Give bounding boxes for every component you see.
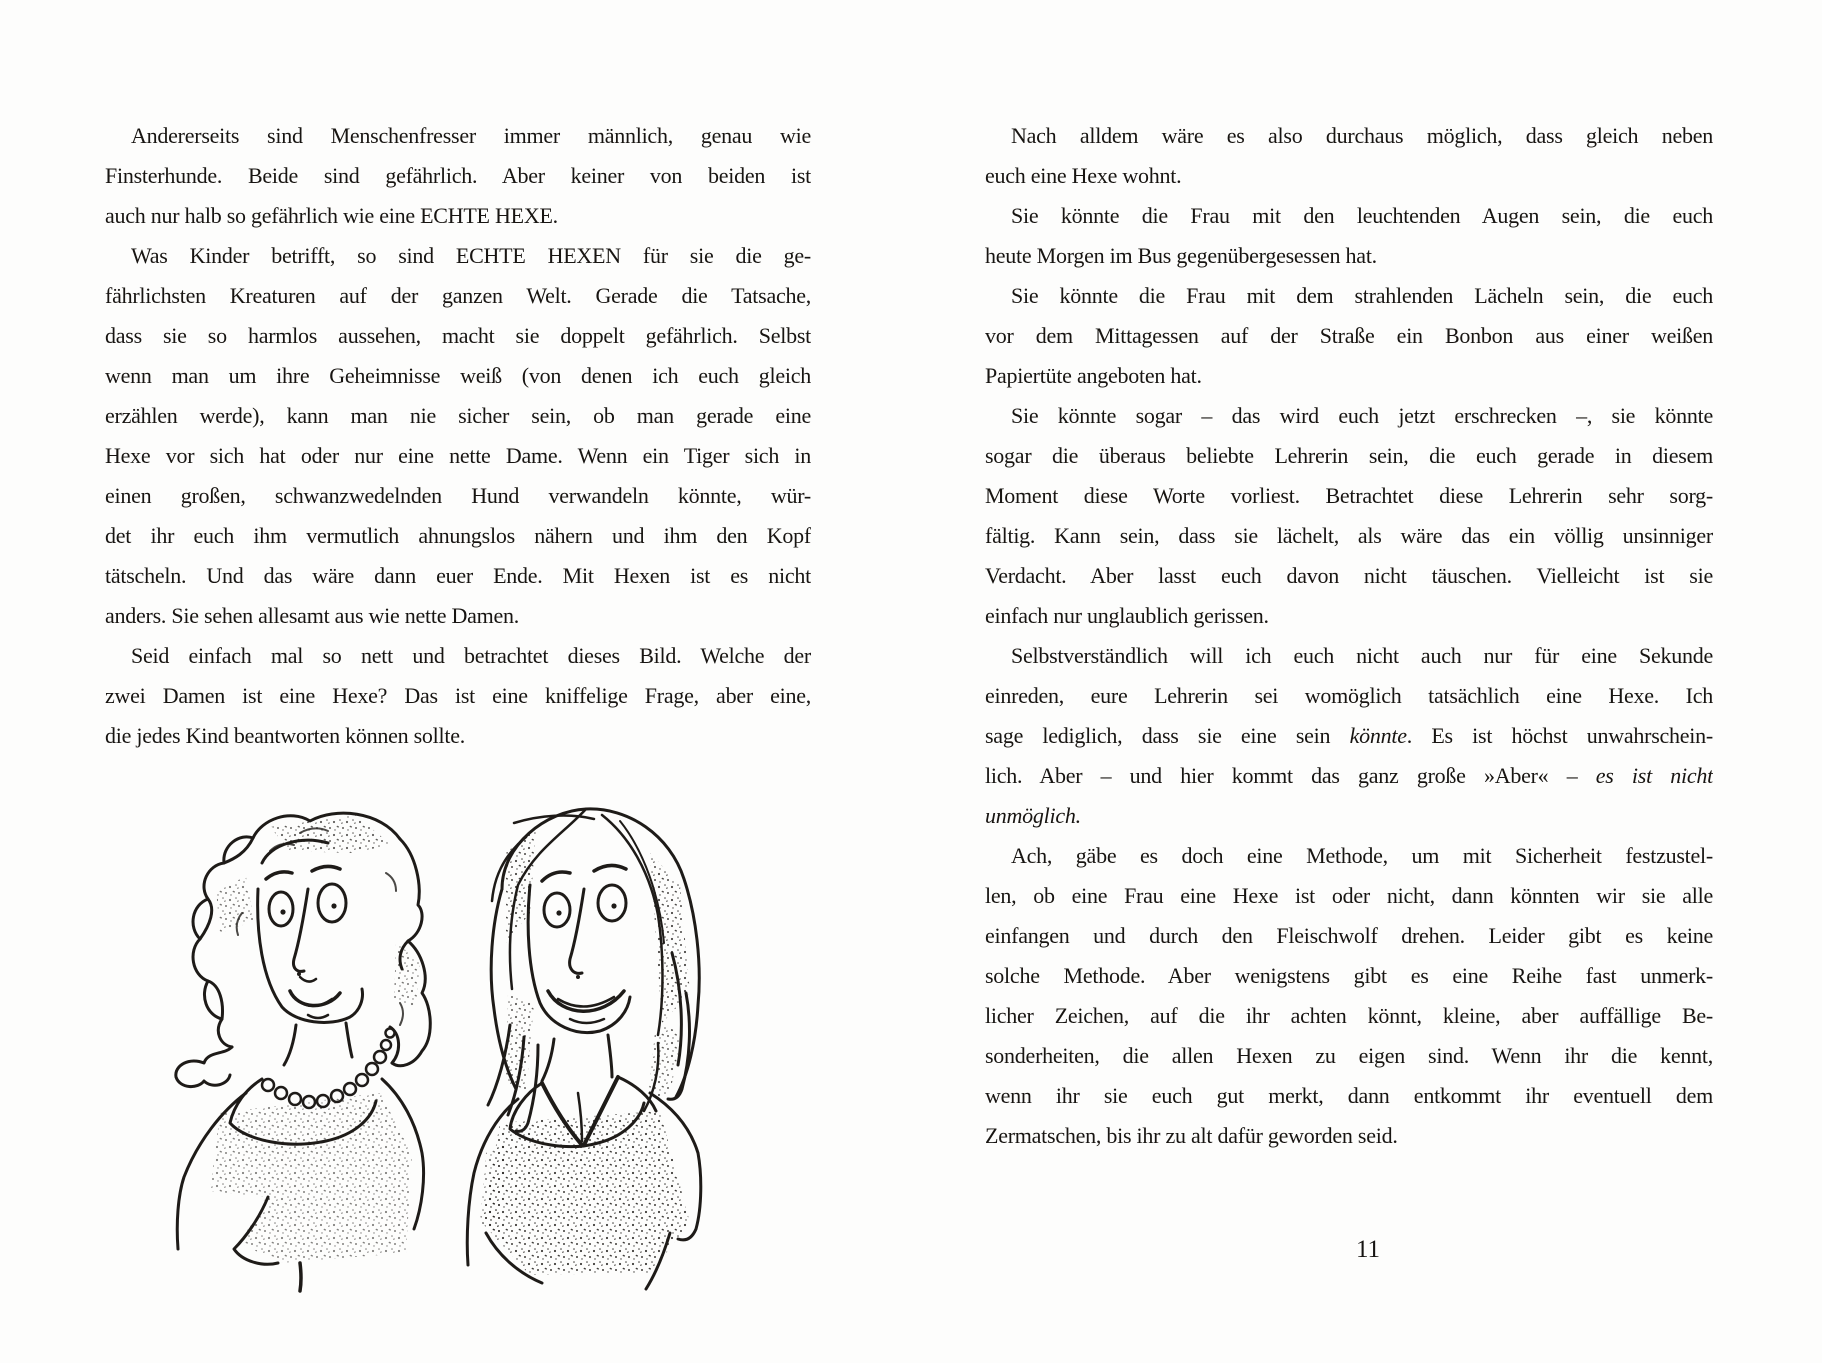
text-segment: Ach, gäbe es doch eine Methode, um mit Sicherheit festzustel-: [1011, 843, 1713, 868]
text-line: [105, 596, 811, 636]
text-segment: licher Zeichen, auf die ihr achten könnt, kleine, aber auffällige Be-: [985, 1003, 1713, 1028]
text-segment: es ist nicht: [1595, 763, 1713, 788]
text-segment: det ihr euch ihm vermutlich ahnungslos nähern und ihm den Kopf: [105, 523, 811, 548]
text-segment: einfach nur unglaublich gerissen.: [985, 603, 1269, 628]
text-line: [105, 396, 811, 436]
text-line: [105, 556, 811, 596]
text-line: [105, 356, 811, 396]
text-segment: Nach alldem wäre es also durchaus möglich, dass gleich neben: [1011, 123, 1713, 148]
text-line: [985, 516, 1713, 556]
text-line: [985, 476, 1713, 516]
text-segment: Selbstverständlich will ich euch nicht auch nur für eine Sekunde: [1011, 643, 1713, 668]
text-segment: fährlichsten Kreaturen auf der ganzen Welt. Gerade die Tatsache,: [105, 283, 811, 308]
text-line: [105, 436, 811, 476]
text-segment: heute Morgen im Bus gegenübergesessen hat.: [985, 243, 1377, 268]
text-line: [985, 916, 1713, 956]
text-segment: Sie könnte sogar – das wird euch jetzt erschrecken –, sie könnte: [1011, 403, 1713, 428]
text-line: [985, 716, 1713, 756]
text-line: [985, 1116, 1713, 1156]
text-line: [105, 236, 811, 276]
left-page-text: [105, 116, 811, 756]
text-segment: einfangen und durch den Fleischwolf drehen. Leider gibt es keine: [985, 923, 1713, 948]
text-line: [985, 676, 1713, 716]
text-line: [985, 436, 1713, 476]
text-segment: vor dem Mittagessen auf der Straße ein Bonbon aus einer weißen: [985, 323, 1713, 348]
page-number: 11: [1355, 1236, 1381, 1263]
text-segment: Was Kinder betrifft, so sind ECHTE HEXEN für sie die ge-: [131, 243, 811, 268]
text-segment: Finsterhunde. Beide sind gefährlich. Aber keiner von beiden ist: [105, 163, 811, 188]
text-segment: fältig. Kann sein, dass sie lächelt, als wäre das ein völlig unsinniger: [985, 523, 1713, 548]
right-page-text: [985, 116, 1713, 1156]
text-line: [985, 396, 1713, 436]
text-line: [105, 116, 811, 156]
text-segment: Moment diese Worte vorliest. Betrachtet diese Lehrerin sehr sorg-: [985, 483, 1713, 508]
text-segment: sogar die überaus beliebte Lehrerin sein, die euch gerade in diesem: [985, 443, 1713, 468]
text-line: [105, 716, 811, 756]
text-segment: euch eine Hexe wohnt.: [985, 163, 1182, 188]
text-line: [985, 276, 1713, 316]
text-line: [985, 116, 1713, 156]
text-line: [105, 676, 811, 716]
text-line: [985, 996, 1713, 1036]
text-line: [985, 156, 1713, 196]
text-line: [985, 1036, 1713, 1076]
text-segment: die jedes Kind beantworten können sollte.: [105, 723, 465, 748]
text-line: [105, 516, 811, 556]
two-ladies-illustration: [150, 793, 710, 1293]
text-line: [105, 476, 811, 516]
text-segment: wenn man um ihre Geheimnisse weiß (von denen ich euch gleich: [105, 363, 811, 388]
text-segment: Papiertüte angeboten hat.: [985, 363, 1202, 388]
text-segment: könnte: [1349, 723, 1407, 748]
text-segment: zwei Damen ist eine Hexe? Das ist eine kniffelige Frage, aber eine,: [105, 683, 811, 708]
text-segment: anders. Sie sehen allesamt aus wie nette Damen.: [105, 603, 520, 628]
text-line: [985, 876, 1713, 916]
text-line: [105, 156, 811, 196]
text-segment: lich. Aber – und hier kommt das ganz große »Aber« –: [985, 763, 1596, 788]
text-line: [985, 316, 1713, 356]
text-line: [105, 636, 811, 676]
text-segment: Verdacht. Aber lasst euch davon nicht täuschen. Vielleicht ist sie: [985, 563, 1713, 588]
text-line: [985, 236, 1713, 276]
text-segment: wenn ihr sie euch gut merkt, dann entkommt ihr eventuell dem: [985, 1083, 1713, 1108]
text-segment: unmöglich.: [985, 803, 1081, 828]
text-line: [985, 356, 1713, 396]
text-line: [985, 836, 1713, 876]
text-segment: auch nur halb so gefährlich wie eine ECHTE HEXE.: [105, 203, 558, 228]
text-line: [985, 1076, 1713, 1116]
text-segment: sage lediglich, dass sie eine sein: [985, 723, 1350, 748]
text-line: [985, 196, 1713, 236]
text-segment: Sie könnte die Frau mit dem strahlenden Lächeln sein, die euch: [1011, 283, 1713, 308]
text-segment: erzählen werde), kann man nie sicher sein, ob man gerade eine: [105, 403, 811, 428]
text-line: [985, 796, 1713, 836]
text-segment: len, ob eine Frau eine Hexe ist oder nicht, dann könnten wir sie alle: [985, 883, 1713, 908]
text-line: [985, 756, 1713, 796]
text-segment: einreden, eure Lehrerin sei womöglich tatsächlich eine Hexe. Ich: [985, 683, 1713, 708]
text-line: [105, 316, 811, 356]
text-segment: Sie könnte die Frau mit den leuchtenden Augen sein, die euch: [1011, 203, 1713, 228]
text-segment: Zermatschen, bis ihr zu alt dafür geworden seid.: [985, 1123, 1398, 1148]
text-line: [985, 596, 1713, 636]
right-lady: [467, 809, 701, 1289]
text-segment: tätscheln. Und das wäre dann euer Ende. Mit Hexen ist es nicht: [105, 563, 811, 588]
text-line: [105, 196, 811, 236]
text-line: [985, 636, 1713, 676]
text-segment: Seid einfach mal so nett und betrachtet dieses Bild. Welche der: [131, 643, 811, 668]
text-line: [985, 956, 1713, 996]
text-segment: Andererseits sind Menschenfresser immer männlich, genau wie: [131, 123, 811, 148]
text-line: [105, 276, 811, 316]
text-segment: Hexe vor sich hat oder nur eine nette Dame. Wenn ein Tiger sich in: [105, 443, 811, 468]
text-line: [985, 556, 1713, 596]
text-segment: . Es ist höchst unwahrschein-: [1406, 723, 1713, 748]
text-segment: dass sie so harmlos aussehen, macht sie doppelt gefährlich. Selbst: [105, 323, 811, 348]
text-segment: solche Methode. Aber wenigstens gibt es eine Reihe fast unmerk-: [985, 963, 1713, 988]
text-segment: sonderheiten, die allen Hexen zu eigen sind. Wenn ihr die kennt,: [985, 1043, 1713, 1068]
text-segment: einen großen, schwanzwedelnden Hund verwandeln könnte, wür-: [105, 483, 811, 508]
left-lady: [176, 813, 430, 1291]
